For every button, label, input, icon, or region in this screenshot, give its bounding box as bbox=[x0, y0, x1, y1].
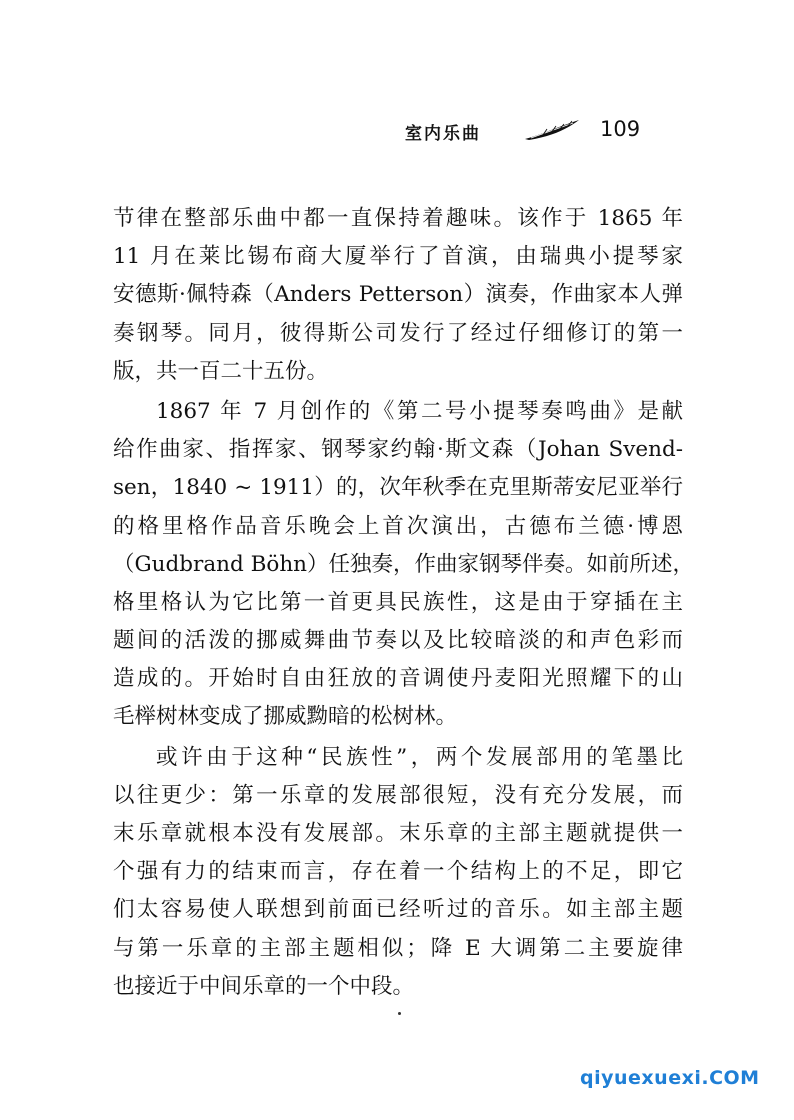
text-line: 1867 年 7 月创作的《第二号小提琴奏鸣曲》是献 bbox=[156, 398, 683, 424]
text-line: sen，1840 ~ 1911）的，次年秋季在克里斯蒂安尼亚举行 bbox=[113, 475, 683, 501]
text-line: 给作曲家、指挥家、钢琴家约翰·斯文森（Johan Svend- bbox=[113, 437, 683, 463]
text-line: 的格里格作品音乐晚会上首次演出，古德布兰德·博恩 bbox=[113, 513, 683, 539]
text-line: 毛榉树林变成了挪威黝暗的松树林。 bbox=[113, 704, 458, 730]
paragraph bbox=[113, 393, 695, 737]
text-line: 与第一乐章的主部主题相似；降 E 大调第二主要旋律 bbox=[113, 935, 683, 961]
paragraph bbox=[113, 200, 683, 391]
paragraph bbox=[113, 739, 683, 1006]
text-line: 们太容易使人联想到前面已经听过的音乐。如主部主题 bbox=[113, 897, 683, 923]
text-line: 末乐章就根本没有发展部。末乐章的主部主题就提供一 bbox=[113, 821, 683, 846]
text-line: 个强有力的结束而言，存在着一个结构上的不足，即它 bbox=[113, 859, 683, 885]
running-head bbox=[405, 117, 645, 147]
footer-mark bbox=[398, 1012, 401, 1015]
text-line: 安德斯·佩特森（Anders Petterson）演奏，作曲家本人弹 bbox=[113, 282, 683, 308]
text-line: 以往更少：第一乐章的发展部很短，没有充分发展，而 bbox=[113, 782, 683, 808]
text-line: 奏钢琴。同月，彼得斯公司发行了经过仔细修订的第一 bbox=[113, 320, 683, 346]
section-title: 室内乐曲 bbox=[405, 124, 481, 144]
text-line: 也接近于中间乐章的一个中段。 bbox=[113, 973, 415, 999]
body-text bbox=[113, 200, 695, 1006]
text-line: 版，共一百二十五份。 bbox=[113, 358, 329, 384]
watermark: qiyuexuexi.COM bbox=[580, 1067, 760, 1089]
text-line: （Gudbrand Böhn）任独奏，作曲家钢琴伴奏。如前所述， bbox=[113, 551, 695, 577]
text-line: 11 月在莱比锡布商大厦举行了首演，由瑞典小提琴家 bbox=[113, 244, 683, 270]
text-line: 格里格认为它比第一首更具民族性，这是由于穿插在主 bbox=[113, 589, 683, 615]
text-line: 题间的活泼的挪威舞曲节奏以及比较暗淡的和声色彩而 bbox=[113, 628, 683, 654]
text-line: 或许由于这种“民族性”，两个发展部用的笔墨比 bbox=[156, 744, 683, 770]
text-line: 造成的。开始时自由狂放的音调使丹麦阳光照耀下的山 bbox=[113, 666, 683, 692]
quill-icon bbox=[523, 117, 583, 143]
page-number: 109 bbox=[600, 117, 641, 141]
text-line: 节律在整部乐曲中都一直保持着趣味。该作于 1865 年 bbox=[113, 206, 683, 231]
